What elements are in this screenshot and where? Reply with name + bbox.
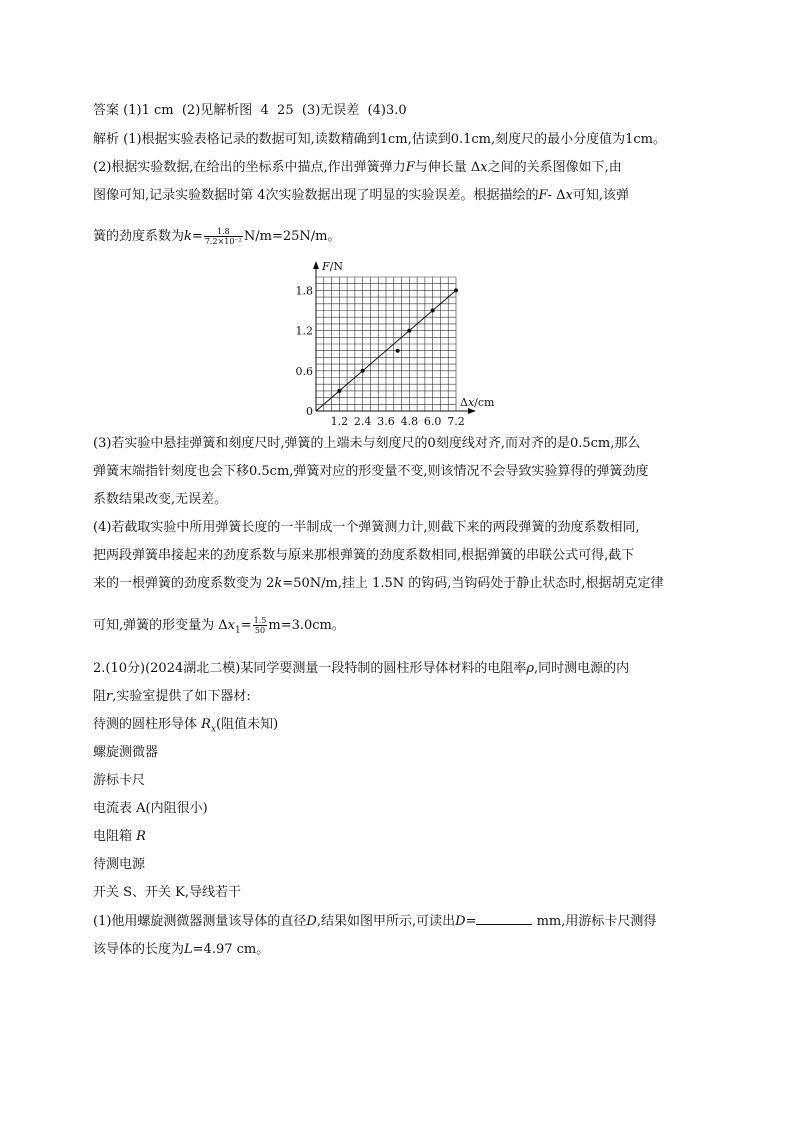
text: 2.(10分)(2024湖北二模)某同学要测量一段特制的圆柱形导体材料的电阻率: [93, 661, 527, 676]
analysis-label: 解析: [93, 132, 120, 147]
data-point: [337, 389, 341, 393]
equals: =: [191, 229, 203, 244]
var-k: k: [274, 576, 283, 591]
text: ,同时测电源的内: [533, 661, 630, 676]
origin-label: 0: [306, 405, 313, 418]
equals: =: [465, 914, 477, 929]
y-tick-label: 1.2: [295, 324, 313, 338]
question2-sub1-line1: [93, 912, 656, 931]
question2-line2: [93, 688, 251, 706]
answer-label: 答案: [93, 103, 120, 118]
text: (1)他用螺旋测微器测量该导体的直径: [93, 914, 307, 929]
text: (阻值未知): [216, 717, 279, 732]
x-axis-delta: Δ: [460, 396, 468, 409]
text: mm,用游标卡尺测得: [532, 914, 657, 929]
question2-sub1-line2: [93, 941, 269, 959]
var-x: x: [565, 188, 573, 203]
grid: [316, 277, 456, 411]
numerator: 1.8: [204, 227, 243, 237]
analysis-p2-line3: [93, 227, 340, 246]
y-axis-var: F: [322, 260, 330, 273]
data-point: [396, 349, 400, 353]
y-axis-unit: /N: [329, 260, 343, 273]
x-tick-label: 6.0: [423, 415, 442, 428]
equals: =: [240, 618, 252, 633]
analysis-p1-text: (1)根据实验表格记录的数据可知,读数精确到1cm,估读到0.1cm,刻度尺的最小分度值为1cm。: [123, 132, 667, 147]
subscript: x: [210, 724, 217, 735]
data-point: [454, 288, 458, 292]
analysis-p2-line2: [93, 187, 629, 205]
analysis-p4-line2: 把两段弹簧串接起来的劲度系数与原来那根弹簧的劲度系数相同,根据弹簧的串联公式可得,截下: [93, 548, 635, 563]
x-tick-label: 7.2: [447, 415, 465, 428]
y-axis-label: [321, 260, 343, 273]
data-point: [407, 329, 411, 333]
text: ,实验室提供了如下器材:: [112, 689, 251, 704]
text: 图像可知,记录实验数据时第 4次实验数据出现了明显的实验误差。根据描绘的: [93, 188, 539, 203]
analysis-p1: [93, 131, 666, 149]
data-point: [431, 309, 435, 313]
text: 可知,该弹: [572, 188, 629, 203]
analysis-p2-line1: [93, 159, 622, 177]
y-tick-label: 0.6: [295, 364, 313, 378]
text: ,结果如图甲所示,可读出: [316, 914, 456, 929]
analysis-p3-line3: 系数结果改变,无误差。: [93, 492, 228, 507]
var-D: D: [306, 914, 317, 929]
var-L: L: [184, 942, 193, 957]
text: 簧的劲度系数为: [93, 229, 185, 244]
force-extension-chart: [295, 256, 508, 428]
fraction: [253, 616, 268, 635]
denominator: 50: [254, 626, 266, 635]
analysis-p4-line1: (4)若截取实验中所用弹簧长度的一半制成一个弹簧测力计,则截下来的两段弹簧的劲度系数相同,: [93, 520, 640, 535]
analysis-p4-line4: [93, 616, 345, 640]
x-axis-var: x: [467, 396, 475, 409]
var-R: R: [136, 829, 146, 844]
answer-blank[interactable]: [476, 912, 532, 925]
x-axis-unit: /cm: [474, 396, 495, 409]
equipment-item-1: [93, 716, 278, 739]
analysis-p3-line2: 弹簧末端指针刻度也会下移0.5cm,弹簧对应的形变量不变,则该情况不会导致实验算得的弹簧劲度: [93, 464, 649, 479]
text: m=3.0cm。: [268, 618, 345, 633]
equipment-item-2: 螺旋测微器: [93, 745, 159, 760]
fraction: [204, 227, 243, 246]
text: =50N/m,挂上 1.5N 的钩码,当钩码处于静止状态时,根据胡克定律: [282, 576, 664, 591]
data-point: [361, 369, 365, 373]
var-k: k: [184, 229, 192, 244]
x-tick-label: 3.6: [377, 415, 395, 428]
x-axis-label: [460, 396, 495, 409]
question2-head: [93, 660, 629, 678]
text: 来的一根弹簧的劲度系数变为 2: [93, 576, 275, 591]
text: 之间的关系图像如下,由: [487, 160, 622, 175]
answer-line: [93, 102, 407, 120]
var-R: R: [201, 717, 211, 732]
text: 电阻箱: [93, 829, 133, 844]
text: 该导体的长度为: [93, 942, 185, 957]
equipment-item-7: 开关 S、开关 K,导线若干: [93, 885, 242, 900]
text: 与伸长量 Δ: [414, 160, 481, 175]
text: =4.97 cm。: [192, 942, 270, 957]
var-F: F: [538, 188, 548, 203]
text: 阻: [93, 689, 107, 704]
equipment-item-4: 电流表 A(内阻很小): [93, 801, 208, 816]
denominator: 7.2×10⁻²: [204, 237, 242, 246]
numerator: 1.5: [253, 616, 267, 625]
equipment-item-6: 待测电源: [93, 857, 146, 872]
text: - Δ: [547, 188, 566, 203]
y-tick-label: 1.8: [295, 284, 313, 298]
text: 可知,弹簧的形变量为 Δ: [93, 618, 228, 633]
equipment-item-5: [93, 828, 146, 846]
text: N/m=25N/m。: [243, 229, 341, 244]
subscript: 1: [235, 625, 241, 636]
analysis-p3-line1: (3)若实验中悬挂弹簧和刻度尺时,弹簧的上端未与刻度尺的0刻度线对齐,而对齐的是0.5cm,那么: [93, 436, 641, 451]
var-F: F: [405, 160, 415, 175]
equipment-item-3: 游标卡尺: [93, 773, 146, 788]
var-rho: ρ: [526, 661, 534, 676]
var-D: D: [455, 914, 466, 929]
y-axis-arrow: [313, 261, 319, 269]
answer-parts: (1)1 cm (2)见解析图 4 25 (3)无误差 (4)3.0: [123, 103, 407, 118]
text: (2)根据实验数据,在给出的坐标系中描点,作出弹簧弹力: [93, 160, 406, 175]
var-r: r: [106, 689, 113, 704]
x-tick-label: 2.4: [353, 415, 372, 428]
var-x: x: [227, 618, 235, 633]
text: 待测的圆柱形导体: [93, 717, 198, 732]
x-tick-label: 1.2: [330, 415, 349, 428]
var-x: x: [480, 160, 488, 175]
x-tick-label: 4.8: [400, 415, 419, 428]
analysis-p4-line3: [93, 575, 664, 593]
